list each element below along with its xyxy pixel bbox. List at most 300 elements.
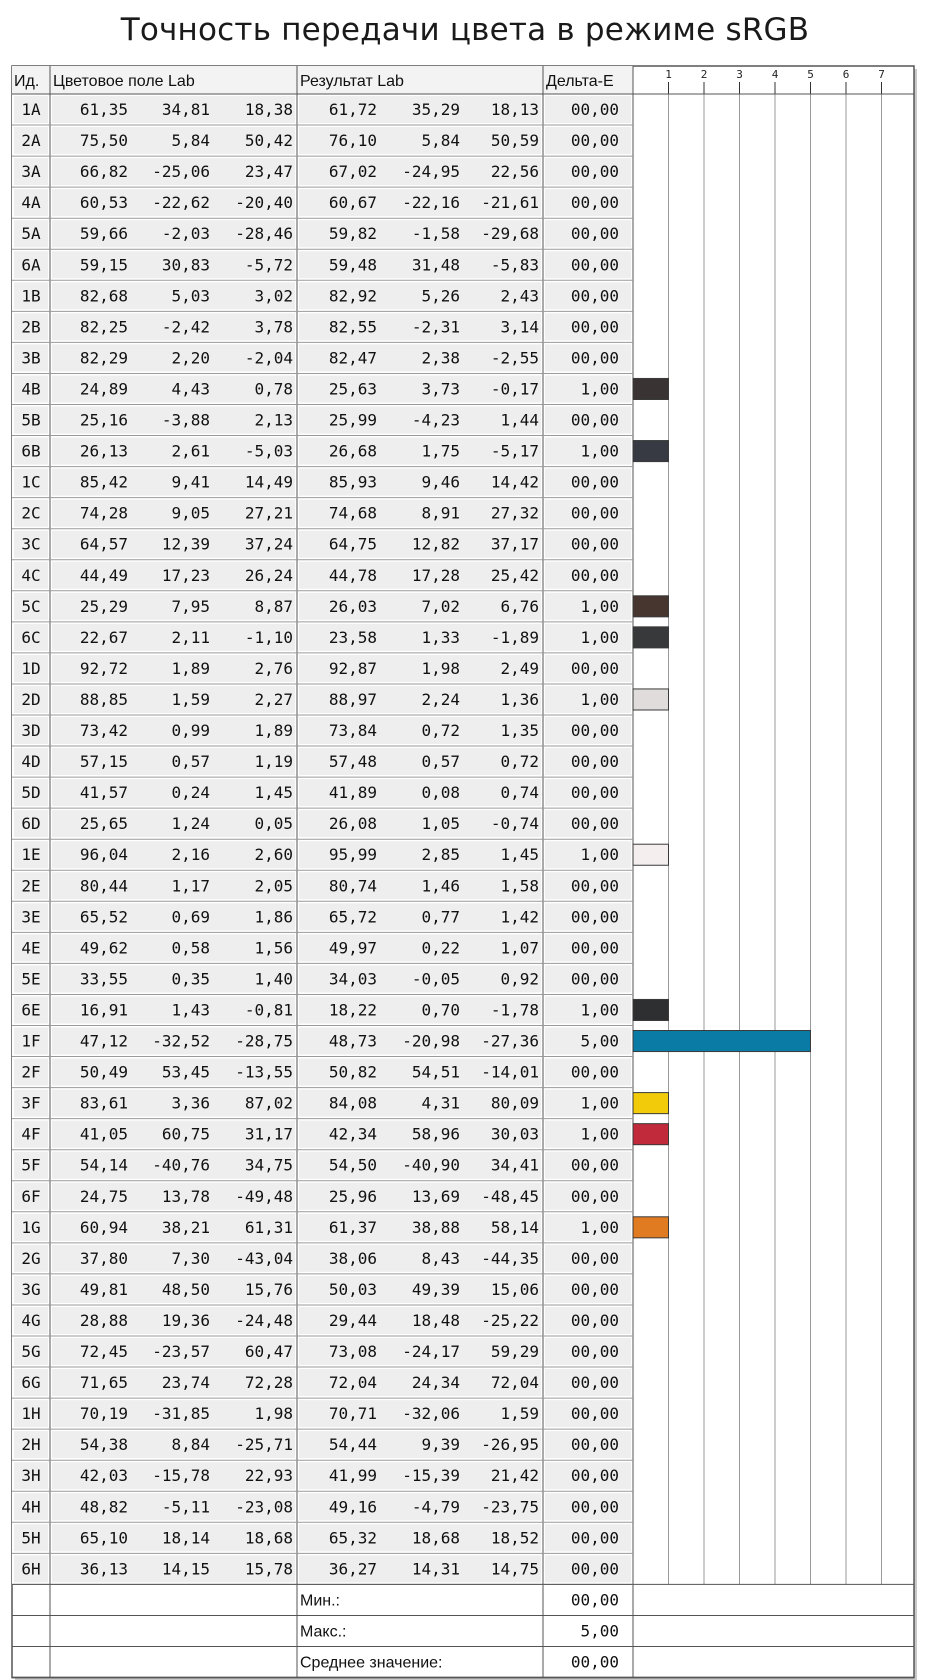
target-a: -25,06 (152, 162, 210, 182)
result-b: 14,42 (490, 472, 539, 492)
target-b: 37,24 (244, 534, 293, 554)
target-b: 15,78 (244, 1559, 293, 1579)
result-b: -1,89 (490, 627, 539, 647)
row-id: 3A (21, 162, 41, 182)
delta-e-bar (633, 596, 669, 617)
delta-e-value: 00,00 (570, 503, 619, 523)
result-L: 61,72 (328, 100, 377, 119)
col-header-target-lab: Цветовое поле Lab (53, 73, 195, 90)
result-a: 0,08 (421, 783, 460, 803)
target-a: 12,39 (161, 534, 210, 554)
result-b: 3,14 (500, 317, 539, 337)
delta-e-bar (633, 441, 669, 462)
result-a: -20,98 (402, 1031, 460, 1051)
row-id: 6A (21, 255, 41, 275)
target-L: 22,67 (79, 627, 128, 647)
result-b: 58,14 (490, 1217, 539, 1237)
target-a: -15,78 (152, 1466, 210, 1486)
row-id: 1A (21, 100, 41, 119)
scale-tick-label: 7 (878, 68, 885, 81)
delta-e-value: 1,00 (580, 441, 619, 461)
result-a: -2,31 (411, 317, 460, 337)
result-a: 9,39 (421, 1435, 460, 1455)
result-L: 82,47 (328, 348, 377, 368)
target-L: 83,61 (79, 1093, 128, 1113)
row-id: 2G (21, 1248, 41, 1268)
target-L: 49,81 (79, 1279, 128, 1299)
target-L: 44,49 (79, 565, 128, 585)
row-id: 6C (21, 627, 41, 647)
target-b: 23,47 (244, 162, 293, 182)
result-b: -48,45 (481, 1186, 539, 1206)
result-a: -0,05 (411, 969, 460, 989)
result-L: 25,96 (328, 1186, 377, 1206)
result-a: 4,31 (421, 1093, 460, 1113)
target-a: 17,23 (161, 565, 210, 585)
target-a: -23,57 (152, 1342, 210, 1361)
delta-e-value: 1,00 (580, 1093, 619, 1113)
target-a: -2,42 (161, 317, 210, 337)
target-b: -0,81 (244, 1000, 293, 1020)
delta-e-value: 00,00 (570, 1466, 619, 1486)
result-L: 65,32 (328, 1528, 377, 1548)
result-a: 0,57 (421, 752, 460, 772)
target-L: 48,82 (79, 1497, 128, 1517)
target-L: 25,65 (79, 814, 128, 834)
row-id: 6E (21, 1000, 41, 1020)
row-id: 2C (21, 503, 41, 523)
result-L: 64,75 (328, 534, 377, 554)
target-L: 60,94 (79, 1217, 128, 1237)
target-L: 42,03 (79, 1466, 128, 1486)
result-L: 95,99 (328, 845, 377, 865)
delta-e-value: 00,00 (570, 969, 619, 989)
result-b: 1,59 (500, 1404, 539, 1424)
target-L: 59,15 (79, 255, 128, 275)
delta-e-value: 00,00 (570, 565, 619, 585)
result-b: 14,75 (490, 1559, 539, 1579)
result-b: 59,29 (490, 1342, 539, 1361)
delta-e-value: 00,00 (570, 1528, 619, 1548)
result-b: 27,32 (490, 503, 539, 523)
target-L: 41,05 (79, 1124, 128, 1144)
result-L: 60,67 (328, 193, 377, 213)
delta-e-value: 1,00 (580, 845, 619, 865)
result-a: 58,96 (411, 1124, 460, 1144)
delta-e-bar (633, 1031, 811, 1052)
result-a: 7,02 (421, 596, 460, 616)
delta-e-bar (633, 844, 669, 865)
result-a: 1,98 (421, 658, 460, 678)
target-a: -2,03 (161, 224, 210, 244)
result-a: 1,75 (421, 441, 460, 461)
delta-e-value: 00,00 (570, 1248, 619, 1268)
scale-tick-label: 6 (842, 68, 850, 81)
target-b: 18,68 (244, 1528, 293, 1548)
result-b: 0,72 (500, 752, 539, 772)
col-header-delta-e: Дельта-E (546, 73, 614, 90)
delta-e-value: 00,00 (570, 410, 619, 430)
delta-e-value: 00,00 (570, 907, 619, 927)
target-a: -5,11 (161, 1497, 210, 1517)
result-b: -0,74 (490, 814, 539, 834)
result-L: 73,08 (328, 1342, 377, 1361)
target-L: 36,13 (79, 1559, 128, 1579)
delta-e-value: 00,00 (570, 721, 619, 740)
target-b: 27,21 (244, 503, 293, 523)
target-L: 25,16 (79, 410, 128, 430)
target-a: -32,52 (152, 1031, 210, 1051)
row-id: 3B (21, 348, 41, 368)
row-id: 3D (21, 721, 41, 740)
result-L: 65,72 (328, 907, 377, 927)
result-L: 82,55 (328, 317, 377, 337)
result-a: -24,95 (402, 162, 460, 182)
row-id: 2F (21, 1062, 41, 1082)
target-b: -13,55 (235, 1062, 293, 1082)
delta-e-value: 00,00 (570, 1342, 619, 1361)
target-b: -1,10 (244, 627, 293, 647)
result-a: -22,16 (402, 193, 460, 213)
delta-e-value: 00,00 (570, 1404, 619, 1424)
row-id: 5A (21, 224, 41, 244)
result-L: 25,99 (328, 410, 377, 430)
target-a: -40,76 (152, 1155, 210, 1175)
target-L: 28,88 (79, 1310, 128, 1330)
target-a: 2,11 (171, 627, 210, 647)
page-title: Точность передачи цвета в режиме sRGB (120, 12, 810, 48)
result-L: 54,50 (328, 1155, 377, 1175)
delta-e-value: 1,00 (580, 689, 619, 709)
result-b: -44,35 (481, 1248, 539, 1268)
result-a: 2,38 (421, 348, 460, 368)
delta-e-bar (633, 378, 669, 399)
delta-e-value: 00,00 (570, 100, 619, 119)
result-L: 59,82 (328, 224, 377, 244)
result-b: 1,45 (500, 845, 539, 865)
result-b: 1,35 (500, 721, 539, 740)
target-L: 54,14 (79, 1155, 128, 1175)
delta-e-value: 1,00 (580, 627, 619, 647)
target-b: -5,72 (244, 255, 293, 275)
row-id: 6G (21, 1373, 41, 1393)
delta-e-value: 00,00 (570, 131, 619, 151)
result-L: 57,48 (328, 752, 377, 772)
row-id: 6F (21, 1186, 41, 1206)
result-b: 1,07 (500, 938, 539, 958)
delta-e-value: 1,00 (580, 1000, 619, 1020)
delta-e-value: 00,00 (570, 255, 619, 275)
target-a: 13,78 (161, 1186, 210, 1206)
target-L: 61,35 (79, 100, 128, 119)
result-b: 34,41 (490, 1155, 539, 1175)
result-a: 49,39 (411, 1279, 460, 1299)
delta-e-value: 00,00 (570, 1062, 619, 1082)
row-id: 4F (21, 1124, 41, 1144)
target-a: 0,35 (171, 969, 210, 989)
target-b: -49,48 (235, 1186, 293, 1206)
target-L: 50,49 (79, 1062, 128, 1082)
target-a: 48,50 (161, 1279, 210, 1299)
delta-e-value: 00,00 (570, 1497, 619, 1517)
target-L: 64,57 (79, 534, 128, 554)
result-L: 80,74 (328, 876, 377, 896)
row-id: 1D (21, 658, 41, 678)
result-L: 73,84 (328, 721, 377, 740)
result-a: 8,43 (421, 1248, 460, 1268)
row-id: 2D (21, 689, 41, 709)
target-b: -24,48 (235, 1310, 293, 1330)
result-a: -24,17 (402, 1342, 460, 1361)
result-a: 14,31 (411, 1559, 460, 1579)
target-L: 71,65 (79, 1373, 128, 1393)
target-a: 0,57 (171, 752, 210, 772)
result-L: 48,73 (328, 1031, 377, 1051)
target-b: 2,05 (254, 876, 293, 896)
result-a: 38,88 (411, 1217, 460, 1237)
target-b: 8,87 (254, 596, 293, 616)
target-b: 26,24 (244, 565, 293, 585)
target-a: 2,61 (171, 441, 210, 461)
row-id: 1E (21, 845, 41, 865)
delta-e-bar (633, 1093, 669, 1114)
target-L: 92,72 (79, 658, 128, 678)
result-L: 67,02 (328, 162, 377, 182)
result-a: 2,24 (421, 689, 460, 709)
target-a: 2,16 (171, 845, 210, 865)
result-L: 59,48 (328, 255, 377, 275)
delta-e-value: 00,00 (570, 1373, 619, 1393)
target-b: 2,27 (254, 689, 293, 709)
delta-e-value: 00,00 (570, 286, 619, 306)
result-L: 61,37 (328, 1217, 377, 1237)
target-a: 5,84 (171, 131, 210, 151)
scale-tick-label: 5 (807, 68, 814, 81)
delta-e-bar (633, 1217, 669, 1238)
row-id: 4C (21, 565, 41, 585)
target-L: 65,10 (79, 1528, 128, 1548)
row-id: 1F (21, 1031, 41, 1051)
result-b: -27,36 (481, 1031, 539, 1051)
target-L: 24,89 (79, 379, 128, 399)
result-a: 1,33 (421, 627, 460, 647)
result-a: -4,79 (411, 1497, 460, 1517)
result-L: 44,78 (328, 565, 377, 585)
target-b: 1,40 (254, 969, 293, 989)
target-b: 1,56 (254, 938, 293, 958)
target-L: 41,57 (79, 783, 128, 803)
scale-tick-label: 1 (665, 68, 672, 81)
delta-e-value: 00,00 (570, 658, 619, 678)
target-L: 82,68 (79, 286, 128, 306)
target-L: 73,42 (79, 721, 128, 740)
target-b: 15,76 (244, 1279, 293, 1299)
result-a: 1,46 (421, 876, 460, 896)
target-b: 0,05 (254, 814, 293, 834)
result-a: 8,91 (421, 503, 460, 523)
result-L: 26,68 (328, 441, 377, 461)
target-b: -23,08 (235, 1497, 293, 1517)
target-b: 2,13 (254, 410, 293, 430)
result-a: -15,39 (402, 1466, 460, 1486)
result-b: -14,01 (481, 1062, 539, 1082)
target-L: 57,15 (79, 752, 128, 772)
result-a: 12,82 (411, 534, 460, 554)
target-a: 38,21 (161, 1217, 210, 1237)
col-header-result-lab: Результат Lab (300, 73, 404, 90)
result-L: 41,89 (328, 783, 377, 803)
result-b: 6,76 (500, 596, 539, 616)
result-b: 22,56 (490, 162, 539, 182)
row-id: 6D (21, 814, 41, 834)
result-b: -25,22 (481, 1310, 539, 1330)
row-id: 5H (21, 1528, 41, 1548)
summary-value: 00,00 (570, 1590, 619, 1610)
result-b: 2,49 (500, 658, 539, 678)
row-id: 5F (21, 1155, 41, 1175)
result-L: 54,44 (328, 1435, 377, 1455)
result-L: 84,08 (328, 1093, 377, 1113)
result-a: 0,22 (421, 938, 460, 958)
row-id: 4A (21, 193, 41, 213)
result-b: -5,17 (490, 441, 539, 461)
result-L: 50,03 (328, 1279, 377, 1299)
target-L: 70,19 (79, 1404, 128, 1424)
result-L: 50,82 (328, 1062, 377, 1082)
result-b: 1,44 (500, 410, 539, 430)
result-L: 82,92 (328, 286, 377, 306)
target-a: 0,24 (171, 783, 210, 803)
row-id: 1G (21, 1217, 41, 1237)
target-b: 31,17 (244, 1124, 293, 1144)
row-id: 5D (21, 783, 41, 803)
delta-e-value: 1,00 (580, 379, 619, 399)
result-a: 18,48 (411, 1310, 460, 1330)
result-L: 76,10 (328, 131, 377, 151)
delta-e-value: 00,00 (570, 224, 619, 244)
delta-e-value: 00,00 (570, 1559, 619, 1579)
result-b: 30,03 (490, 1124, 539, 1144)
result-L: 26,08 (328, 814, 377, 834)
target-b: 3,02 (254, 286, 293, 306)
target-b: -28,46 (235, 224, 293, 244)
target-L: 37,80 (79, 1248, 128, 1268)
delta-e-value: 00,00 (570, 814, 619, 834)
result-L: 29,44 (328, 1310, 377, 1330)
target-L: 24,75 (79, 1186, 128, 1206)
result-b: -26,95 (481, 1435, 539, 1455)
target-L: 72,45 (79, 1342, 128, 1361)
result-L: 74,68 (328, 503, 377, 523)
result-b: 37,17 (490, 534, 539, 554)
result-L: 49,16 (328, 1497, 377, 1517)
target-L: 60,53 (79, 193, 128, 213)
result-b: 0,92 (500, 969, 539, 989)
target-b: 50,42 (244, 131, 293, 151)
row-id: 5G (21, 1342, 41, 1361)
result-a: -40,90 (402, 1155, 460, 1175)
target-b: 2,76 (254, 658, 293, 678)
target-L: 65,52 (79, 907, 128, 927)
delta-e-value: 00,00 (570, 317, 619, 337)
target-L: 85,42 (79, 472, 128, 492)
delta-e-bar (633, 627, 669, 648)
target-b: 1,45 (254, 783, 293, 803)
target-a: 0,99 (171, 721, 210, 740)
result-a: 13,69 (411, 1186, 460, 1206)
result-b: 1,58 (500, 876, 539, 896)
result-b: -1,78 (490, 1000, 539, 1020)
result-b: -23,75 (481, 1497, 539, 1517)
target-a: 1,43 (171, 1000, 210, 1020)
target-b: -28,75 (235, 1031, 293, 1051)
target-L: 16,91 (79, 1000, 128, 1020)
delta-e-value: 00,00 (570, 534, 619, 554)
target-b: 61,31 (244, 1217, 293, 1237)
target-a: 7,95 (171, 596, 210, 616)
result-L: 38,06 (328, 1248, 377, 1268)
row-id: 3G (21, 1279, 41, 1299)
scale-tick-label: 3 (736, 68, 743, 81)
target-L: 26,13 (79, 441, 128, 461)
result-L: 85,93 (328, 472, 377, 492)
delta-e-value: 00,00 (570, 1279, 619, 1299)
row-id: 3E (21, 907, 41, 927)
delta-e-value: 00,00 (570, 1310, 619, 1330)
target-L: 82,29 (79, 348, 128, 368)
target-b: 1,98 (254, 1404, 293, 1424)
delta-e-value: 00,00 (570, 1186, 619, 1206)
target-a: 7,30 (171, 1248, 210, 1268)
result-a: -4,23 (411, 410, 460, 430)
result-a: 35,29 (411, 100, 460, 119)
delta-e-bar (633, 1124, 669, 1145)
result-L: 36,27 (328, 1559, 377, 1579)
target-b: -25,71 (235, 1435, 293, 1455)
target-b: 22,93 (244, 1466, 293, 1486)
row-id: 4B (21, 379, 41, 399)
result-a: 54,51 (411, 1062, 460, 1082)
row-id: 5C (21, 596, 41, 616)
result-a: 5,26 (421, 286, 460, 306)
target-a: 9,05 (171, 503, 210, 523)
target-b: -43,04 (235, 1248, 293, 1268)
row-id: 4H (21, 1497, 41, 1517)
result-a: 0,70 (421, 1000, 460, 1020)
result-b: 1,42 (500, 907, 539, 927)
result-a: 1,05 (421, 814, 460, 834)
scale-tick-label: 4 (771, 68, 779, 81)
target-L: 66,82 (79, 162, 128, 182)
row-id: 4D (21, 752, 41, 772)
delta-e-value: 00,00 (570, 162, 619, 182)
target-b: 34,75 (244, 1155, 293, 1175)
delta-e-value: 00,00 (570, 1435, 619, 1455)
result-L: 18,22 (328, 1000, 377, 1020)
result-a: 0,77 (421, 907, 460, 927)
delta-e-value: 00,00 (570, 1155, 619, 1175)
delta-e-value: 00,00 (570, 348, 619, 368)
target-b: 87,02 (244, 1093, 293, 1113)
result-b: -2,55 (490, 348, 539, 368)
row-id: 1C (21, 472, 41, 492)
row-id: 4G (21, 1310, 41, 1330)
delta-e-value: 00,00 (570, 876, 619, 896)
target-b: -20,40 (235, 193, 293, 213)
delta-e-value: 1,00 (580, 1217, 619, 1237)
target-a: 30,83 (161, 255, 210, 275)
target-b: 1,89 (254, 721, 293, 740)
